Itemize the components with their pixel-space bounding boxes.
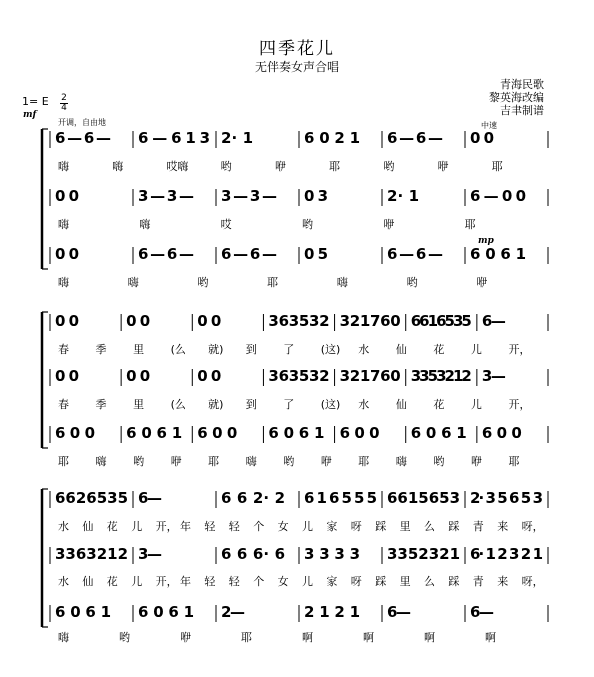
lyric-syllable: 哟	[197, 276, 209, 289]
lyric-syllable: 就)	[208, 398, 224, 411]
note-bar: 6 0 6 1	[470, 245, 526, 263]
note-bar: 6 6 2 6 5 3 5	[55, 489, 128, 507]
lyric-syllable: 嗨	[112, 160, 124, 173]
lyric-syllable: 耶	[208, 455, 220, 468]
lyric-syllable: 年	[180, 575, 191, 588]
note-bar: 3 6 3 5 3 2	[268, 367, 330, 385]
lyric-syllable: 水	[358, 398, 370, 411]
lyric-syllable: 踩	[448, 575, 460, 588]
note-bar: 6 0 0	[197, 424, 238, 442]
lyric-syllable: 儿	[302, 575, 313, 588]
lyric-syllable: 春	[58, 343, 69, 356]
lyric-syllable: 哟	[119, 631, 130, 644]
note-bar: 3 — 3 —	[138, 187, 194, 205]
note-bar: 6 —	[481, 312, 506, 330]
note-bar: 6 0 2 1	[304, 129, 360, 147]
lyric-syllable: 女	[277, 520, 289, 533]
lyric-syllable: 了	[283, 343, 295, 356]
lyric-syllable: 开，	[155, 575, 178, 588]
note-bar: 6 — 0 0	[470, 187, 526, 205]
lyric-syllable: 仙	[395, 398, 407, 411]
lyric-syllable: 儿	[302, 520, 313, 533]
lyric-syllable: 仙	[82, 520, 94, 533]
lyric-syllable: 耶	[491, 160, 503, 173]
lyric-syllable: 耶	[358, 455, 370, 468]
lyric-syllable: 年	[180, 520, 191, 533]
note-bar: 6 1 6 5 5 5	[304, 489, 377, 507]
lyric-syllable: 到	[245, 343, 257, 356]
note-bar: 6 0 6 1	[268, 424, 325, 442]
lyric-syllable: 踩	[448, 520, 460, 533]
lyric-syllable: 轻	[228, 520, 240, 533]
lyric-syllable: 嗨	[245, 455, 257, 468]
lyric-syllable: 个	[253, 575, 265, 588]
lyric-syllable: 花	[433, 343, 445, 356]
note-bar: 6 — 6 —	[221, 245, 277, 263]
note-bar: 6 — 6 —	[138, 245, 194, 263]
credit-arranger: 黎英海改编	[489, 91, 544, 104]
lyric-syllable: 嗨	[139, 218, 151, 231]
dynamic-mf: mf	[23, 110, 37, 120]
lyric-syllable: 开，	[508, 343, 531, 356]
note-bar: 2· 3 5 6 5 3	[470, 489, 543, 507]
lyric-syllable: 开，	[155, 520, 178, 533]
lyric-syllable: (这)	[320, 343, 341, 356]
lyric-syllable: 轻	[228, 575, 240, 588]
song-subtitle: 无伴奏女声合唱	[254, 60, 339, 74]
lyric-syllable: 咿	[170, 455, 182, 468]
note-bar: 3 2 1 7 6 0	[339, 367, 401, 385]
lyric-syllable: 儿	[470, 343, 482, 356]
lyric-syllable: 女	[277, 575, 289, 588]
note-bar: 2· 1	[387, 187, 419, 205]
key-signature: 1= E	[22, 95, 49, 108]
lyric-syllable: 咿	[180, 631, 191, 644]
note-bar: 0 0	[55, 187, 79, 205]
time-signature: 2 4	[61, 93, 67, 113]
lyric-syllable: 呀，	[521, 575, 544, 588]
lyric-syllable: 春	[58, 398, 69, 411]
lyric-syllable: 哟	[133, 455, 145, 468]
lyric-syllable: 花	[433, 398, 445, 411]
lyric-syllable: 儿	[131, 575, 143, 588]
lyric-syllable: 么	[424, 575, 435, 588]
lyric-syllable: 嗨	[58, 218, 69, 231]
lyric-syllable: 哟	[383, 160, 395, 173]
lyric-syllable: 青	[472, 520, 484, 533]
lyric-syllable: 轻	[204, 520, 216, 533]
lyric-syllable: 了	[283, 398, 295, 411]
note-bar: 6 —	[138, 489, 162, 507]
note-bar: 6 —	[470, 603, 494, 621]
note-bar: 6 0 6 1	[55, 603, 111, 621]
note-bar: 6 0 6 1	[126, 424, 183, 442]
lyric-syllable: 哎嗨	[166, 160, 189, 173]
lyric-syllable: 呀	[350, 575, 362, 588]
note-bar: 3 3 5 3 2 1 2	[410, 367, 472, 385]
lyric-syllable: 水	[58, 520, 69, 533]
lyric-syllable: 到	[245, 398, 257, 411]
lyric-syllable: 花	[106, 575, 118, 588]
note-bar: 2 —	[221, 603, 245, 621]
lyric-syllable: 水	[58, 575, 69, 588]
note-bar: 6 6 6· 6	[221, 545, 285, 563]
note-bar: 6· 1 2 3 2 1	[470, 545, 543, 563]
lyric-syllable: 水	[358, 343, 370, 356]
note-bar: 0 0	[126, 312, 151, 330]
lyric-syllable: 哟	[302, 218, 313, 231]
lyric-syllable: 咿	[476, 276, 488, 289]
lyric-syllable: 嗨	[58, 160, 69, 173]
lyric-syllable: 哟	[220, 160, 232, 173]
note-bar: 6 6 1 6 5 3 5	[410, 312, 472, 330]
note-bar: 3 3 6 3 2 1 2	[55, 545, 128, 563]
lyric-syllable: 咿	[437, 160, 449, 173]
lyric-syllable: 嗨	[127, 276, 139, 289]
note-bar: 6 — 6 —	[387, 245, 443, 263]
note-bar: 0 3	[304, 187, 328, 205]
lyric-syllable: 嗨	[95, 455, 107, 468]
note-bar: 6 6 1 5 6 5 3	[387, 489, 460, 507]
lyric-syllable: 哟	[406, 276, 418, 289]
note-bar: 6 — 6 1 3	[138, 129, 210, 147]
tempo-marking: 中速	[481, 121, 497, 130]
lyric-syllable: 耶	[329, 160, 341, 173]
note-bar: 6 0 0	[339, 424, 380, 442]
lyric-syllable: 家	[326, 575, 338, 588]
note-bar: 6 0 6 1	[138, 603, 194, 621]
lyric-syllable: 哎	[220, 218, 232, 231]
credit-engraver: 吉聿制谱	[500, 104, 544, 117]
note-bar: 3 3 3 3	[304, 545, 360, 563]
lyric-syllable: 咿	[274, 160, 286, 173]
lyric-syllable: 里	[133, 343, 145, 356]
note-bar: 0 0	[126, 367, 151, 385]
note-bar: 0 0	[470, 129, 494, 147]
lyric-syllable: 儿	[470, 398, 482, 411]
note-bar: 6 —	[387, 603, 411, 621]
lyric-syllable: 呀，	[521, 520, 544, 533]
lyric-syllable: 花	[106, 520, 118, 533]
note-bar: 3 —	[138, 545, 162, 563]
lyric-syllable: 啊	[363, 631, 374, 644]
lyric-syllable: 仙	[82, 575, 94, 588]
note-bar: 6 — 6 —	[55, 129, 111, 147]
lyric-syllable: 来	[497, 520, 509, 533]
lyric-syllable: 就)	[208, 343, 224, 356]
lyric-syllable: 里	[133, 398, 145, 411]
lyric-syllable: 耶	[241, 631, 252, 644]
lyric-syllable: 么	[424, 520, 435, 533]
lyric-syllable: 耶	[58, 455, 69, 468]
lyric-syllable: 咿	[470, 455, 482, 468]
lyric-syllable: 家	[326, 520, 338, 533]
lyric-syllable: 个	[253, 520, 265, 533]
lyric-syllable: 来	[497, 575, 509, 588]
lyric-syllable: 啊	[485, 631, 496, 644]
note-bar: 6 0 0	[481, 424, 522, 442]
lyric-syllable: 踩	[375, 575, 387, 588]
note-bar: 2· 1	[221, 129, 253, 147]
note-bar: 3 — 3 —	[221, 187, 277, 205]
lyric-syllable: 里	[399, 520, 411, 533]
note-bar: 0 0	[55, 312, 79, 330]
note-bar: 6 6 2· 2	[221, 489, 285, 507]
lyric-syllable: 哟	[433, 455, 445, 468]
lyric-syllable: 咿	[383, 218, 395, 231]
note-bar: 3 2 1 7 6 0	[339, 312, 401, 330]
lyric-syllable: 嗨	[336, 276, 348, 289]
dynamic-mp: mp	[478, 236, 494, 246]
note-bar: 3 3 5 2 3 2 1	[387, 545, 460, 563]
lyric-syllable: 嗨	[58, 631, 69, 644]
lyric-syllable: 里	[399, 575, 411, 588]
note-bar: 6 0 0	[55, 424, 95, 442]
lyric-syllable: 耶	[267, 276, 279, 289]
lyric-syllable: 季	[95, 398, 107, 411]
song-title: 四季花儿	[259, 39, 335, 59]
note-bar: 0 0	[55, 367, 79, 385]
note-bar: 6 0 6 1	[410, 424, 467, 442]
lyric-syllable: 耶	[464, 218, 476, 231]
lyric-syllable: (么	[170, 398, 186, 411]
note-bar: 0 5	[304, 245, 328, 263]
lyric-syllable: 啊	[424, 631, 435, 644]
note-bar: 3 —	[481, 367, 506, 385]
note-bar: 0 0	[197, 312, 222, 330]
intro-marking: 开调，自由地	[58, 118, 106, 127]
lyric-syllable: 哟	[283, 455, 295, 468]
lyric-syllable: 啊	[302, 631, 313, 644]
note-bar: 0 0	[55, 245, 79, 263]
lyric-syllable: (么	[170, 343, 186, 356]
note-bar: 3 6 3 5 3 2	[268, 312, 330, 330]
lyric-syllable: 踩	[375, 520, 387, 533]
lyric-syllable: 开，	[508, 398, 531, 411]
lyric-syllable: 儿	[131, 520, 143, 533]
credit-origin: 青海民歌	[500, 78, 544, 91]
lyric-syllable: 嗨	[395, 455, 407, 468]
lyric-syllable: 仙	[395, 343, 407, 356]
lyric-syllable: 呀	[350, 520, 362, 533]
lyric-syllable: 季	[95, 343, 107, 356]
note-bar: 2 1 2 1	[304, 603, 360, 621]
note-bar: 0 0	[197, 367, 222, 385]
lyric-syllable: (这)	[320, 398, 341, 411]
lyric-syllable: 嗨	[58, 276, 69, 289]
lyric-syllable: 咿	[320, 455, 332, 468]
lyric-syllable: 青	[472, 575, 484, 588]
lyric-syllable: 轻	[204, 575, 216, 588]
lyric-syllable: 耶	[508, 455, 520, 468]
note-bar: 6 — 6 —	[387, 129, 443, 147]
